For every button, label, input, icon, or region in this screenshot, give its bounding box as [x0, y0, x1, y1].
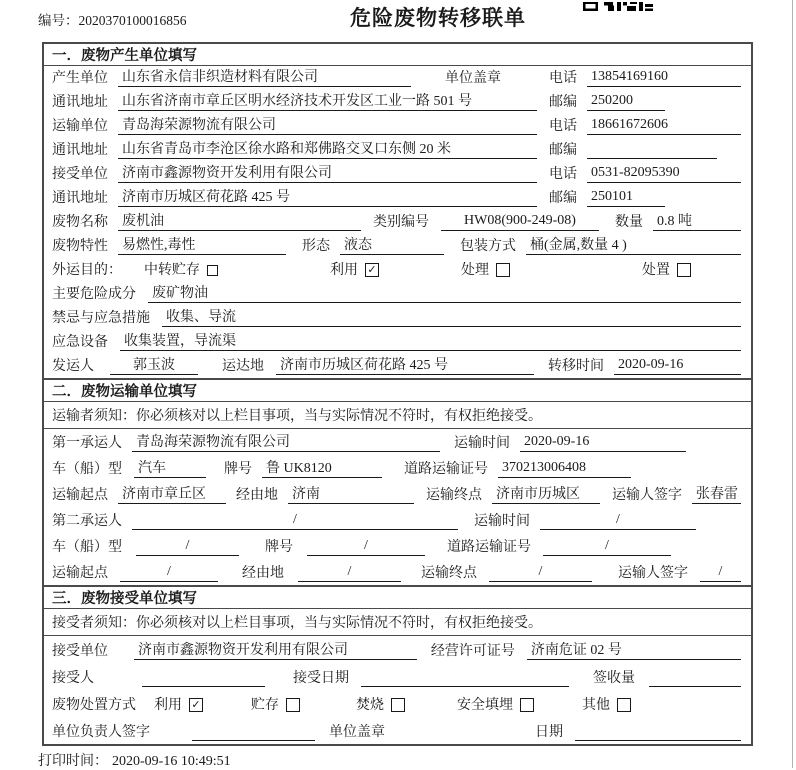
section2-notice: 运输者须知：你必须核对以上栏目事项，当与实际情况不符时，有权拒绝接受。: [44, 402, 751, 429]
receive-license-value: 济南危证 02 号: [527, 639, 741, 660]
carrier2-label: 第二承运人: [52, 514, 122, 529]
receive-license-label: 经营许可证号: [430, 644, 515, 659]
waste-pack-value: 桶(金属,数量 4 ): [526, 234, 741, 255]
vehicle1-label: 车（船）型: [52, 462, 122, 477]
vehicle1-value: 汽车: [134, 457, 206, 478]
waste-property-label: 废物特性: [52, 239, 108, 254]
checkbox-checked-icon: ✓: [189, 698, 203, 712]
serial-value: 2020370100016856: [78, 13, 187, 28]
page-title: 危险废物转移联单: [350, 7, 526, 30]
print-time-value: 2020-09-16 10:49:51: [112, 754, 231, 769]
transporter-phone-label: 电话: [549, 119, 577, 134]
route1-start-value: 济南市章丘区: [118, 483, 226, 504]
carrier1-value: 青岛海荣源物流有限公司: [132, 431, 440, 452]
receiver-address-row: [44, 186, 751, 210]
main-hazard-row: [44, 282, 751, 306]
serial-label: 编号：: [38, 13, 79, 28]
receiver-address-value: 济南市历城区荷花路 425 号: [118, 186, 537, 207]
receiver-address-label: 通讯地址: [52, 191, 108, 206]
signature-value: [192, 723, 315, 741]
vehicle2-plate-label: 牌号: [265, 540, 293, 555]
carrier1-time-value: 2020-09-16: [520, 434, 686, 452]
carrier2-row: [44, 507, 751, 533]
disposal-option-landfill-label: 安全填埋: [457, 698, 513, 713]
waste-code-label: 类别编号: [373, 215, 429, 230]
receive-unit-value: 济南市鑫源物资开发利用有限公司: [134, 639, 417, 660]
emergency-measures-row: [44, 306, 751, 330]
transporter-label: 运输单位: [52, 119, 108, 134]
producer-address-label: 通讯地址: [52, 95, 108, 110]
waste-name-value: 废机油: [118, 210, 361, 231]
print-time: [38, 750, 235, 770]
route1-sign-value: 张春雷: [692, 483, 741, 504]
carrier1-label: 第一承运人: [52, 436, 122, 451]
purpose-option-transfer-label: 中转贮存: [144, 263, 200, 278]
waste-qty-label: 数量: [615, 215, 643, 230]
route2-start-label: 运输起点: [52, 566, 108, 581]
emergency-measures-value: 收集、导流: [162, 306, 741, 327]
signature-date-label: 日期: [535, 725, 563, 740]
receiver-value: 济南市鑫源物资开发利用有限公司: [118, 162, 537, 183]
vehicle1-row: [44, 455, 751, 481]
transporter-address-value: 山东省青岛市李沧区徐水路和郑佛路交叉口东侧 20 米: [118, 138, 537, 159]
route1-sign-label: 运输人签字: [612, 488, 682, 503]
checkbox-unchecked-icon: [286, 698, 300, 712]
carrier2-time-value: /: [540, 512, 696, 530]
transporter-value: 青岛海荣源物流有限公司: [118, 114, 537, 135]
waste-property-value: 易燃性,毒性: [118, 234, 286, 255]
waste-property-row: [44, 234, 751, 258]
carrier2-value: /: [132, 512, 458, 530]
vehicle2-row: [44, 533, 751, 559]
producer-value: 山东省永信非织造材料有限公司: [118, 66, 411, 87]
route2-via-label: 经由地: [242, 566, 284, 581]
vehicle1-license-value: 370213006408: [498, 460, 631, 478]
route1-via-value: 济南: [288, 483, 414, 504]
vehicle2-license-value: /: [543, 538, 671, 556]
producer-phone-label: 电话: [549, 71, 577, 86]
signature-seal-label: 单位盖章: [329, 725, 385, 740]
vehicle2-plate-value: /: [307, 538, 425, 556]
vehicle2-label: 车（船）型: [52, 540, 122, 555]
disposal-option-use-label: 利用: [154, 698, 182, 713]
manifest-form: [42, 42, 753, 746]
producer-address-main: [52, 90, 549, 111]
vehicle2-value: /: [136, 538, 239, 556]
transporter-main: [52, 114, 549, 135]
transporter-phone-value: 18661672606: [587, 117, 741, 135]
shipper-label: 发运人: [52, 359, 94, 374]
waste-name-row: [44, 210, 751, 234]
carrier2-time-label: 运输时间: [474, 514, 530, 529]
receiver-address-main: [52, 186, 549, 207]
section3-title: 三．废物接受单位填写: [44, 587, 751, 609]
route2-row: [44, 559, 751, 585]
section1-title: 一．废物产生单位填写: [44, 44, 751, 66]
transporter-row: [44, 114, 751, 138]
receive-date-label: 接受日期: [293, 671, 349, 686]
checkbox-unchecked-icon: [207, 265, 218, 276]
producer-address-value: 山东省济南市章丘区明水经济技术开发区工业一路 501 号: [118, 90, 537, 111]
receiver-zip-value: 250101: [587, 189, 665, 207]
qr-code-icon: [583, 0, 653, 9]
receiver-main: [52, 162, 549, 183]
receive-person-label: 接受人: [52, 671, 94, 686]
disposal-label: 废物处置方式: [52, 698, 136, 713]
receiver-row: [44, 162, 751, 186]
emergency-equipment-label: 应急设备: [52, 335, 108, 350]
purpose-option-treat-label: 处理: [461, 263, 489, 278]
route1-row: [44, 481, 751, 507]
disposal-option-other-label: 其他: [582, 698, 610, 713]
receiver-zip-label: 邮编: [549, 191, 577, 206]
producer-zip-value: 250200: [587, 93, 665, 111]
route2-end-label: 运输终点: [421, 566, 477, 581]
transporter-zip-value: [587, 141, 717, 159]
waste-qty-value: 0.8 吨: [653, 210, 741, 231]
shipper-dest-value: 济南市历城区荷花路 425 号: [276, 354, 534, 375]
receive-qty-value: [649, 669, 741, 687]
receive-qty-label: 签收量: [593, 671, 635, 686]
vehicle2-license-label: 道路运输证号: [447, 540, 531, 555]
route2-via-value: /: [298, 564, 401, 582]
shipper-value: 郭玉波: [110, 354, 198, 375]
receiver-phone-value: 0531-82095390: [587, 165, 741, 183]
receive-date-value: [361, 669, 569, 687]
checkbox-unchecked-icon: [496, 263, 510, 277]
vehicle1-license-label: 道路运输证号: [404, 462, 488, 477]
checkbox-checked-icon: ✓: [365, 263, 379, 277]
main-hazard-label: 主要危险成分: [52, 287, 136, 302]
route1-end-value: 济南市历城区: [492, 483, 600, 504]
purpose-row: [44, 258, 751, 282]
receive-unit-label: 接受单位: [52, 644, 108, 659]
receiver-phone-label: 电话: [549, 167, 577, 182]
section-receiver: [44, 585, 751, 744]
producer-main: [52, 66, 549, 87]
checkbox-unchecked-icon: [391, 698, 405, 712]
signature-date-value: [575, 723, 741, 741]
transporter-address-label: 通讯地址: [52, 143, 108, 158]
page-edge-line: [792, 0, 793, 768]
producer-seal-label: 单位盖章: [445, 71, 501, 86]
signature-label: 单位负责人签字: [52, 725, 150, 740]
purpose-label: 外运目的：: [52, 263, 122, 278]
receiver-label: 接受单位: [52, 167, 108, 182]
checkbox-unchecked-icon: [677, 263, 691, 277]
vehicle1-plate-value: 鲁 UK8120: [262, 457, 382, 478]
signature-row: [44, 717, 751, 744]
emergency-equipment-row: [44, 330, 751, 354]
route2-sign-label: 运输人签字: [618, 566, 688, 581]
checkbox-unchecked-icon: [520, 698, 534, 712]
receive-unit-row: [44, 636, 751, 663]
receive-person-row: [44, 663, 751, 690]
checkbox-unchecked-icon: [617, 698, 631, 712]
transporter-address-row: [44, 138, 751, 162]
carrier1-row: [44, 429, 751, 455]
route2-end-value: /: [489, 564, 592, 582]
transfer-time-value: 2020-09-16: [614, 357, 741, 375]
section-transport: [44, 378, 751, 585]
producer-row: [44, 66, 751, 90]
disposal-option-burn-label: 焚烧: [356, 698, 384, 713]
document-header: [0, 0, 796, 40]
waste-form-value: 液态: [340, 234, 444, 255]
vehicle1-plate-label: 牌号: [224, 462, 252, 477]
print-time-label: 打印时间：: [38, 754, 108, 769]
route1-end-label: 运输终点: [426, 488, 482, 503]
route2-start-value: /: [120, 564, 218, 582]
section2-title: 二．废物运输单位填写: [44, 380, 751, 402]
route1-start-label: 运输起点: [52, 488, 108, 503]
purpose-option-use-label: 利用: [330, 263, 358, 278]
section-producer: [44, 44, 751, 378]
disposal-row: [44, 690, 751, 717]
route1-via-label: 经由地: [236, 488, 278, 503]
producer-label: 产生单位: [52, 71, 108, 86]
emergency-measures-label: 禁忌与应急措施: [52, 311, 150, 326]
shipper-dest-label: 运达地: [222, 359, 264, 374]
emergency-equipment-value: 收集装置，导流渠: [120, 330, 741, 351]
waste-pack-label: 包装方式: [460, 239, 516, 254]
main-hazard-value: 废矿物油: [148, 282, 741, 303]
waste-name-label: 废物名称: [52, 215, 108, 230]
waste-code-value: HW08(900-249-08): [441, 213, 599, 231]
receive-person-value: [142, 669, 265, 687]
route2-sign-value: /: [700, 564, 741, 582]
shipper-row: [44, 354, 751, 378]
section3-notice: 接受者须知：你必须核对以上栏目事项，当与实际情况不符时，有权拒绝接受。: [44, 609, 751, 636]
producer-phone-value: 13854169160: [587, 69, 741, 87]
transporter-zip-label: 邮编: [549, 143, 577, 158]
transfer-time-label: 转移时间: [548, 359, 604, 374]
waste-form-label: 形态: [302, 239, 330, 254]
producer-address-row: [44, 90, 751, 114]
transporter-address-main: [52, 138, 549, 159]
producer-zip-label: 邮编: [549, 95, 577, 110]
disposal-option-store-label: 贮存: [251, 698, 279, 713]
carrier1-time-label: 运输时间: [454, 436, 510, 451]
purpose-option-dispose-label: 处置: [642, 263, 670, 278]
